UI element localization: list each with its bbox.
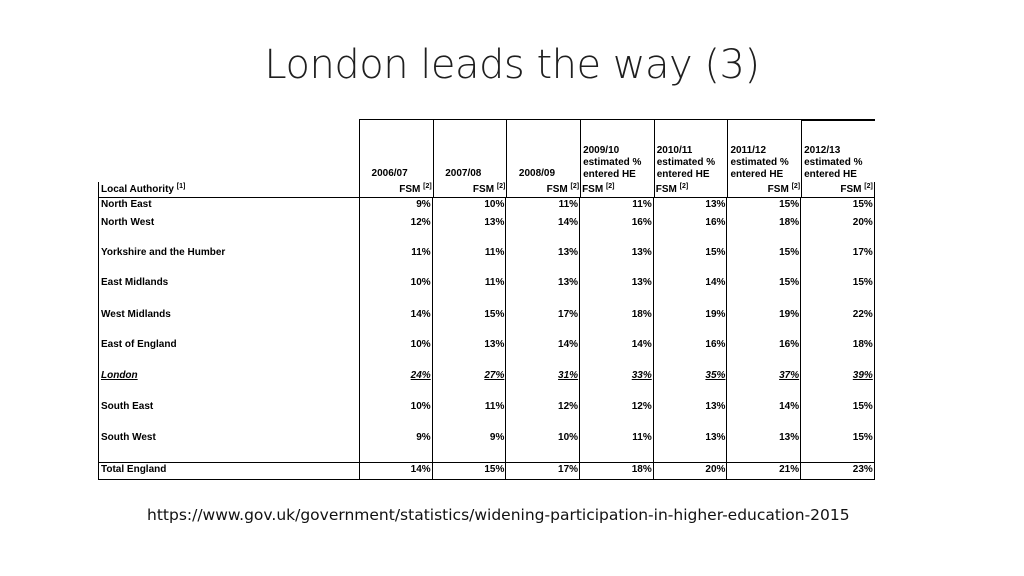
year-label: 2011/12 estimated % entered HE [730,145,789,180]
table-row [98,198,875,216]
value-cell: 17% [506,308,580,338]
value-cell: 11% [433,276,507,308]
header-year-cell [654,120,728,182]
value-cell: 18% [727,216,801,246]
year-label: 2009/10 estimated % entered HE [583,145,642,180]
table-row [98,216,875,246]
value-cell: 13% [727,431,801,462]
value-cell: 15% [654,246,728,276]
value-cell: 33% [580,369,654,400]
header-year-cell [727,120,801,182]
table-row [98,400,875,431]
value-cell: 12% [359,216,433,246]
value-cell: 16% [654,216,728,246]
region-name: North East [98,198,359,216]
value-cell: 13% [654,431,728,462]
region-name: Yorkshire and the Humber [98,246,359,276]
year-label: 2007/08 [445,168,482,179]
value-cell: 13% [580,246,654,276]
value-cell: 9% [359,198,433,216]
value-cell: 22% [801,308,875,338]
value-cell: 24% [359,369,433,400]
value-cell: 10% [506,431,580,462]
value-cell: 20% [654,463,728,479]
value-cell: 35% [654,369,728,400]
value-cell: 16% [727,338,801,369]
value-cell: 14% [359,463,433,479]
value-cell: 18% [580,463,654,479]
value-cell: 13% [433,338,507,369]
value-cell: 11% [506,198,580,216]
value-cell: 39% [801,369,875,400]
table-row [98,246,875,276]
value-cell: 9% [359,431,433,462]
header-year-cell [506,120,580,182]
fsm-header: FSM [2] [433,182,507,197]
table-row [98,276,875,308]
value-cell: 15% [433,308,507,338]
value-cell: 9% [433,431,507,462]
value-cell: 10% [359,338,433,369]
table-row [98,431,875,462]
value-cell: 17% [801,246,875,276]
table-row [98,369,875,400]
value-cell: 37% [727,369,801,400]
region-name: East of England [98,338,359,369]
value-cell: 14% [506,338,580,369]
value-cell: 18% [801,338,875,369]
fsm-header: FSM [2] [506,182,580,197]
region-name: Total England [98,463,359,479]
value-cell: 13% [580,276,654,308]
value-cell: 15% [801,276,875,308]
value-cell: 10% [359,400,433,431]
value-cell: 14% [359,308,433,338]
header-year-cell [433,120,507,182]
table-row [98,462,875,480]
value-cell: 15% [801,400,875,431]
value-cell: 15% [433,463,507,479]
value-cell: 13% [654,198,728,216]
fsm-header: FSM [2] [801,182,875,197]
year-label: 2012/13 estimated % entered HE [804,145,863,180]
value-cell: 11% [359,246,433,276]
value-cell: 14% [506,216,580,246]
value-cell: 15% [801,198,875,216]
value-cell: 27% [433,369,507,400]
region-name: North West [98,216,359,246]
value-cell: 10% [359,276,433,308]
slide-title: London leads the way (3) [264,42,760,88]
value-cell: 23% [801,463,875,479]
region-name: East Midlands [98,276,359,308]
year-label: 2008/09 [518,168,556,179]
value-cell: 11% [580,431,654,462]
value-cell: 15% [727,198,801,216]
header-year-cell [359,120,433,182]
value-cell: 16% [580,216,654,246]
value-cell: 15% [727,246,801,276]
value-cell: 10% [433,198,507,216]
value-cell: 15% [727,276,801,308]
header-year-cell [801,120,875,182]
value-cell: 12% [506,400,580,431]
value-cell: 15% [801,431,875,462]
region-name: South East [98,400,359,431]
year-label: 2010/11 estimated % entered HE [656,145,716,180]
value-cell: 19% [727,308,801,338]
he-participation-table [98,119,875,480]
table-row [98,308,875,338]
header-empty-cell [98,119,359,181]
fsm-header: FSM [2] [727,182,801,197]
fsm-header: FSM [2] [359,182,433,197]
value-cell: 17% [506,463,580,479]
value-cell: 13% [506,276,580,308]
value-cell: 11% [433,246,507,276]
fsm-header: FSM [2] [580,182,654,197]
value-cell: 14% [727,400,801,431]
value-cell: 13% [506,246,580,276]
local-authority-header: Local Authority [1] [98,182,359,197]
year-label: 2006/07 [371,168,408,179]
table-body [98,198,875,480]
value-cell: 31% [506,369,580,400]
value-cell: 19% [654,308,728,338]
region-name: West Midlands [98,308,359,338]
fsm-header: FSM [2] [654,182,728,197]
value-cell: 18% [580,308,654,338]
value-cell: 11% [580,198,654,216]
value-cell: 21% [727,463,801,479]
value-cell: 16% [654,338,728,369]
source-url: https://www.gov.uk/government/statistics/widening-participation-in-higher-education-2015 [147,506,850,524]
value-cell: 13% [433,216,507,246]
value-cell: 13% [654,400,728,431]
value-cell: 14% [580,338,654,369]
value-cell: 11% [433,400,507,431]
header-year-cell [580,120,654,182]
table-header-row [98,119,875,182]
value-cell: 12% [580,400,654,431]
table-row [98,338,875,369]
value-cell: 20% [801,216,875,246]
table-subheader-row [98,182,875,198]
value-cell: 14% [654,276,728,308]
region-name: South West [98,431,359,462]
region-name: London [98,369,359,400]
